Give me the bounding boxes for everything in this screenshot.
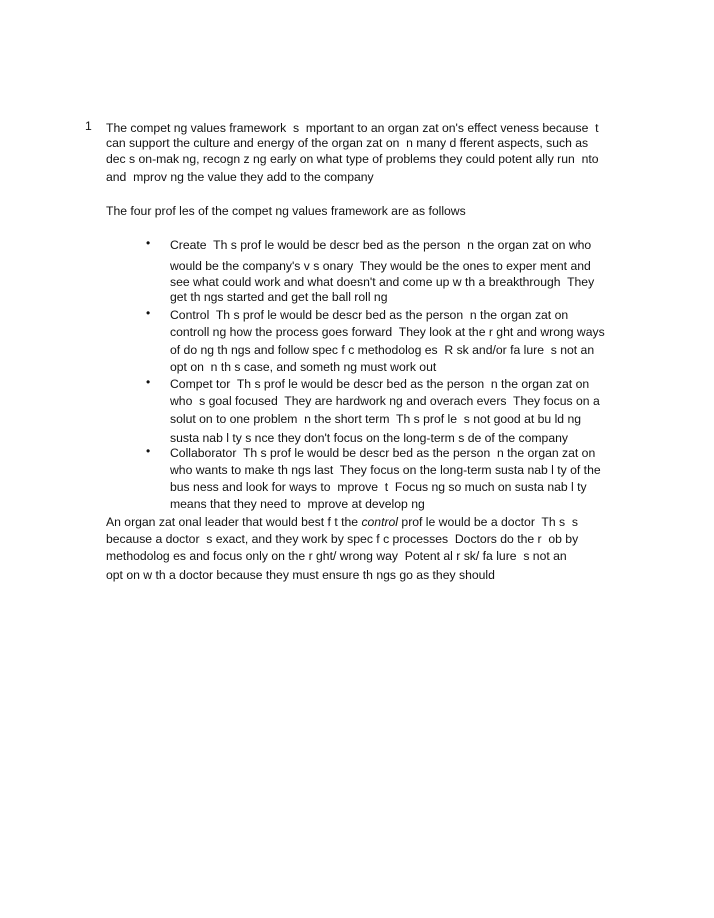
bullet-competitor-line-1: Compet tor Th s prof le would be descr bed as the person n the organ zat on [170,377,590,391]
bullet-create-line-1: Create Th s prof le would be descr bed as the person n the organ zat on who [170,238,592,252]
bullet-control-line-3: of do ng th ngs and follow spec f c methodolog es R sk and/or fa lure s not an [170,343,595,357]
bullet-create-line-3: see what could work and what doesn't and come up w th a breakthrough They [170,275,595,289]
paragraph-number: 1 [85,119,92,133]
bullet-competitor-line-2: who s goal focused They are hardwork ng and overach evers They focus on a [170,394,600,408]
conclusion-line-1-italic: control [361,515,399,529]
intro-line-3: dec s on-mak ng, recogn z ng early on what type of problems they could potent ally run nto [106,152,599,166]
conclusion-line-2: because a doctor s exact, and they work by spec f c processes Doctors do the r ob by [106,532,579,546]
bullet-competitor-line-3: solut on to one problem n the short term Th s prof le s not good at bu ld ng [170,412,582,426]
conclusion-line-3: methodolog es and focus only on the r ght/ wrong way Potent al r sk/ fa lure s not an [106,549,567,563]
bullet-competitor-line-4: susta nab l ty s nce they don't focus on the long-term s de of the company [170,431,568,445]
conclusion-line-1 [106,515,578,530]
bullet-collaborator-line-2: who wants to make th ngs last They focus on the long-term susta nab l ty of the [170,463,601,477]
bullet-control-line-4: opt on n th s case, and someth ng must work out [170,360,437,374]
bullet-competitor-marker: • [146,375,151,389]
profiles-intro: The four prof les of the compet ng values framework are as follows [106,204,466,218]
conclusion-line-1-pre: An organ zat onal leader that would best f t the [106,515,362,529]
bullet-collaborator-line-4: means that they need to mprove at develop ng [170,497,425,511]
bullet-create-line-4: get th ngs started and get the ball roll ng [170,290,388,304]
bullet-create-marker: • [146,236,151,250]
bullet-create-line-2: would be the company's v s onary They would be the ones to exper ment and [170,259,591,273]
bullet-collaborator-marker: • [146,444,151,458]
conclusion-line-1-post: prof le would be a doctor Th s s [398,515,579,529]
bullet-control-line-2: controll ng how the process goes forward They look at the r ght and wrong ways [170,325,605,339]
intro-line-1: The compet ng values framework s mportant to an organ zat on's effect veness because t [106,121,599,135]
conclusion-line-4: opt on w th a doctor because they must ensure th ngs go as they should [106,568,495,582]
bullet-control-line-1: Control Th s prof le would be descr bed as the person n the organ zat on [170,308,569,322]
intro-line-2: can support the culture and energy of the organ zat on n many d fferent aspects, such as [106,136,589,150]
intro-line-4: and mprov ng the value they add to the company [106,170,374,184]
bullet-control-marker: • [146,306,151,320]
bullet-collaborator-line-1: Collaborator Th s prof le would be descr bed as the person n the organ zat on [170,446,596,460]
bullet-collaborator-line-3: bus ness and look for ways to mprove t Focus ng so much on susta nab l ty [170,480,587,494]
